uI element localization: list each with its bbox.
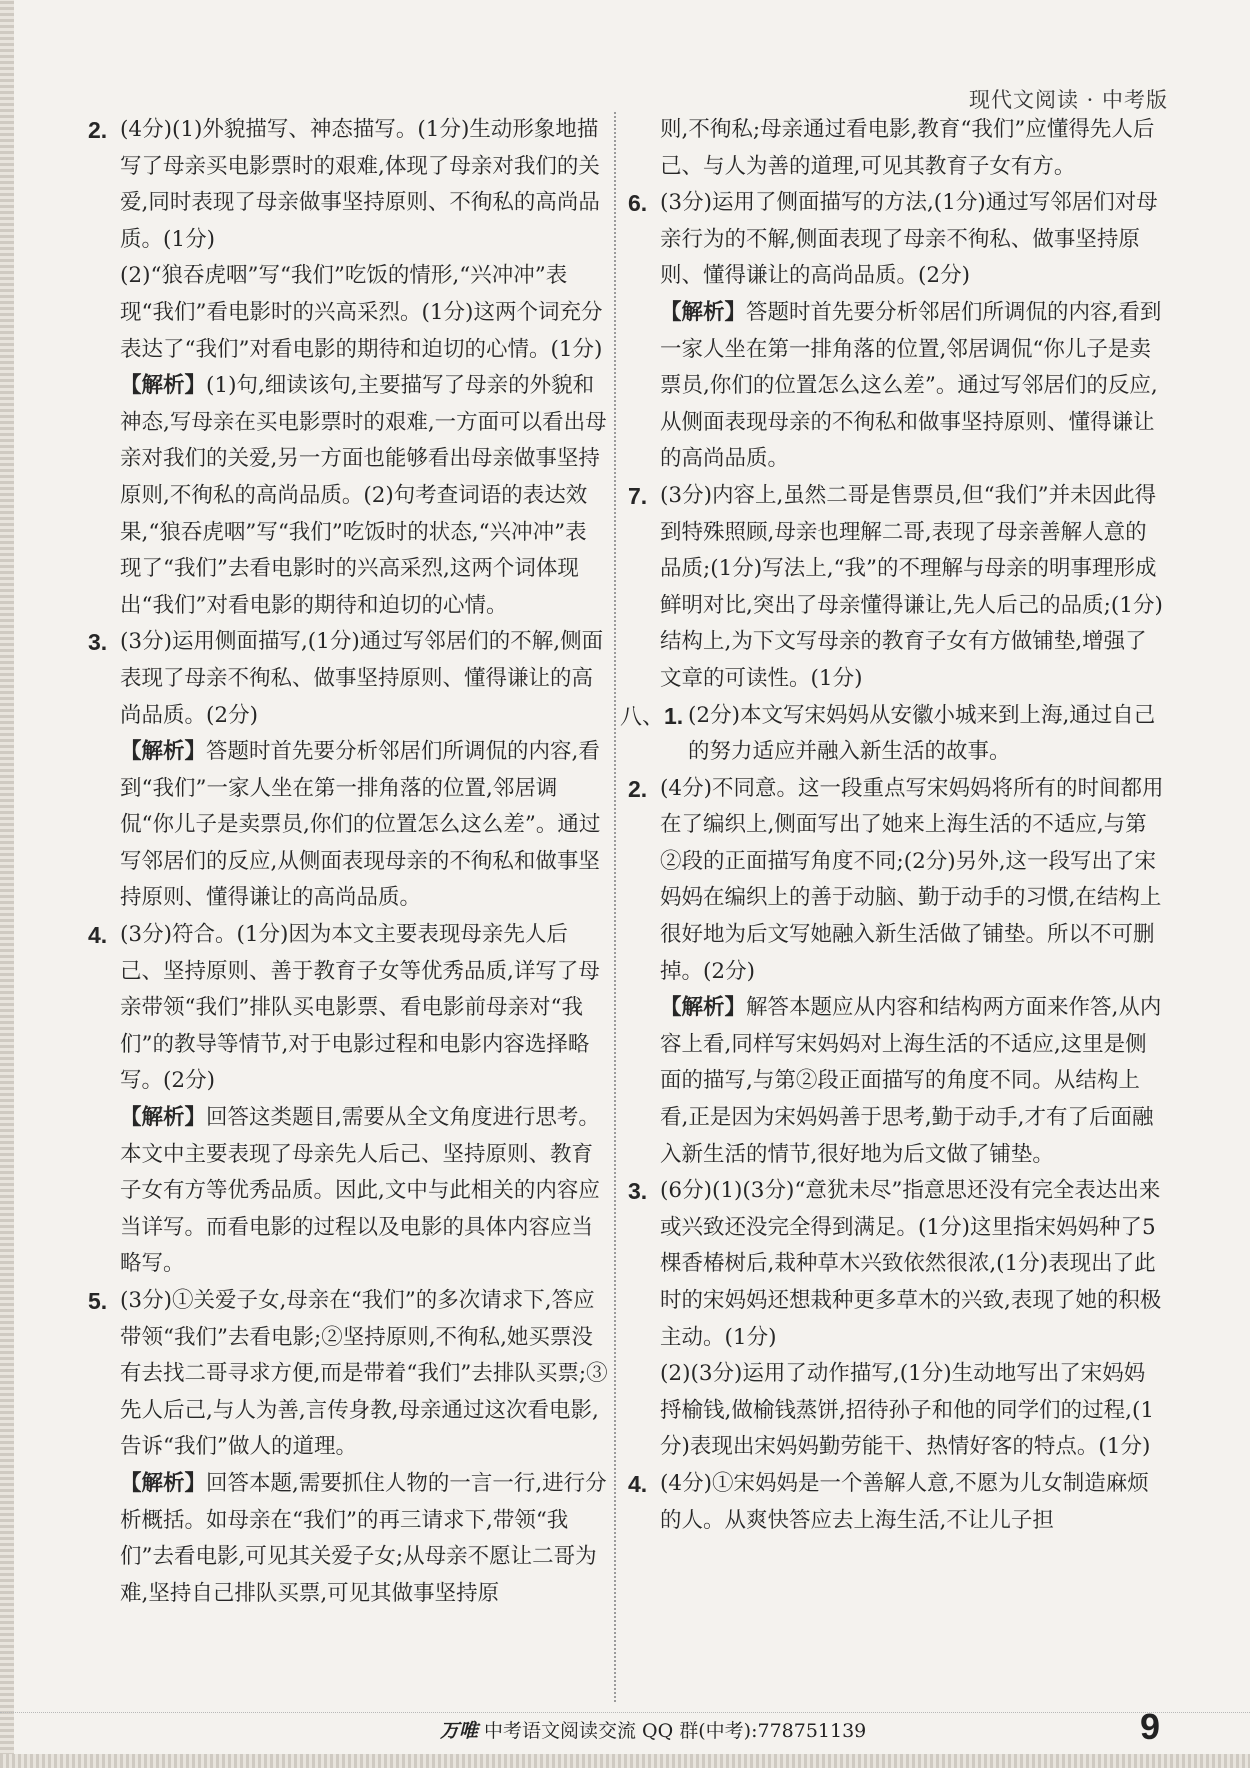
- section-8-item-3: [628, 1173, 1164, 1466]
- answer-text: (3分)①关爱子女,母亲在“我们”的多次请求下,答应带领“我们”去看电影;②坚持原则,不徇私,她买票没有去找二哥寻求方便,而是带着“我们”去排队买票;③先人后己,与人为善,言传身教,母亲通过这次看电影,告诉“我们”做人的道理。: [120, 1288, 608, 1460]
- section-number: 八、: [620, 704, 665, 730]
- answer-text: (3分)运用侧面描写,(1分)通过写邻居们的不解,侧面表现了母亲不徇私、做事坚持原则、懂得谦让的高尚品质。(2分): [120, 629, 604, 728]
- analysis-tag: 【解析】: [120, 739, 207, 765]
- analysis-tag: 【解析】: [660, 995, 747, 1021]
- analysis-paragraph: [120, 368, 608, 624]
- item-number: 3.: [88, 629, 108, 656]
- answer-text: (4分)(1)外貌描写、神态描写。(1分)生动形象地描写了母亲买电影票时的艰难,体现了母亲对我们的关爱,同时表现了母亲做事坚持原则、不徇私的高尚品质。(1分): [120, 117, 600, 252]
- answer-text: 则,不徇私;母亲通过看电影,教育“我们”应懂得先人后己、与人为善的道理,可见其教育子女有方。: [660, 117, 1155, 179]
- analysis-paragraph: [660, 990, 1164, 1173]
- answer-text: (4分)不同意。这一段重点写宋妈妈将所有的时间都用在了编织上,侧面写出了她来上海生活的不适应,与第②段的正面描写角度不同;(2分)另外,这一段写出了宋妈妈在编织上的善于动脑、勤于动手的习惯,在结构上很好地为后文写她融入新生活做了铺垫。所以不可删掉。(2分): [660, 775, 1164, 984]
- answer-item-5: [88, 1283, 608, 1612]
- running-header: 现代文阅读 · 中考版: [968, 88, 1168, 112]
- page-number: 9: [1139, 1706, 1160, 1747]
- analysis-paragraph: [660, 295, 1164, 478]
- analysis-paragraph: [120, 1466, 608, 1612]
- answer-item-4: [88, 917, 608, 1283]
- section-8-item-2: [628, 771, 1164, 1174]
- analysis-text: 答题时首先要分析邻居们所调侃的内容,看到“我们”一家人坐在第一排角落的位置,邻居调侃“你儿子是卖票员,你们的位置怎么这么差”。通过写邻居们的反应,从侧面表现母亲的不徇私和做事坚持原则、懂得谦让的高尚品质。: [120, 739, 601, 911]
- analysis-tag: 【解析】: [660, 299, 747, 325]
- answer-text: (2)(3分)运用了动作描写,(1分)生动地写出了宋妈妈捋榆钱,做榆钱蒸饼,招待孙子和他的同学们的过程,(1分)表现出宋妈妈勤劳能干、热情好客的特点。(1分): [660, 1361, 1155, 1460]
- answer-item-3: [88, 624, 608, 917]
- answer-text: (3分)符合。(1分)因为本文主要表现母亲先人后己、坚持原则、善于教育子女等优秀品质,详写了母亲带领“我们”排队买电影票、看电影前母亲对“我们”的教导等情节,对于电影过程和电影内容选择略写。(2分): [120, 922, 600, 1094]
- item-number: 5.: [88, 1288, 108, 1314]
- analysis-text: 回答本题,需要抓住人物的一言一行,进行分析概括。如母亲在“我们”的再三请求下,带领“我们”去看电影,可见其关爱子女;从母亲不愿让二哥为难,坚持自己排队买票,可见其做事坚持原: [120, 1470, 607, 1606]
- item-number: 4.: [628, 1470, 648, 1497]
- analysis-paragraph: [120, 734, 608, 917]
- item-number: 1.: [664, 702, 684, 729]
- analysis-text: 回答这类题目,需要从全文角度进行思考。本文中主要表现了母亲先人后己、坚持原则、教育子女有方等优秀品质。因此,文中与此相关的内容应当详写。而看电影的过程以及电影的具体内容应当略写。: [120, 1105, 600, 1277]
- analysis-text: 答题时首先要分析邻居们所调侃的内容,看到一家人坐在第一排角落的位置,邻居调侃“你儿子是卖票员,你们的位置怎么这么差”。通过写邻居们的反应,从侧面表现母亲的不徇私和做事坚持原则、懂得谦让的高尚品质。: [660, 299, 1162, 472]
- item-number: 2.: [628, 775, 648, 802]
- footer-text: [440, 1716, 866, 1743]
- answer-item-7: [628, 478, 1164, 698]
- answer-item-2: [88, 112, 608, 624]
- item-number: 7.: [628, 482, 648, 509]
- answer-text: (2分)本文写宋妈妈从安徽小城来到上海,通过自己的努力适应并融入新生活的故事。: [688, 702, 1156, 765]
- item-number: 2.: [88, 117, 108, 143]
- analysis-paragraph: [120, 1100, 608, 1283]
- answer-item-6: [628, 185, 1164, 478]
- section-8-item-1: [620, 698, 1164, 771]
- footer-group-info: 中考语文阅读交流 QQ 群(中考):778751139: [484, 1720, 867, 1742]
- answer-item-5-continued: [628, 112, 1164, 185]
- page-bottom-edge: [0, 1754, 1250, 1768]
- analysis-tag: 【解析】: [120, 1470, 207, 1496]
- analysis-tag: 【解析】: [120, 1105, 207, 1131]
- right-column: [620, 112, 1164, 1539]
- answer-text: (3分)内容上,虽然二哥是售票员,但“我们”并未因此得到特殊照顾,母亲也理解二哥,表现了母亲善解人意的品质;(1分)写法上,“我”的不理解与母亲的明事理形成鲜明对比,突出了母亲懂得谦让,先人后己的品质;(1分)结构上,为下文写母亲的教育子女有方做铺垫,增强了文章的可读性。(1分): [660, 482, 1163, 691]
- answer-text: (4分)①宋妈妈是一个善解人意,不愿为儿女制造麻烦的人。从爽快答应去上海生活,不让儿子担: [660, 1470, 1149, 1533]
- item-number: 3.: [628, 1178, 648, 1205]
- analysis-text: 解答本题应从内容和结构两方面来作答,从内容上看,同样写宋妈妈对上海生活的不适应,这里是侧面的描写,与第②段正面描写的角度不同。从结构上看,正是因为宋妈妈善于思考,勤于动手,才有了后面融入新生活的情节,很好地为后文做了铺垫。: [660, 995, 1162, 1167]
- answer-text: (3分)运用了侧面描写的方法,(1分)通过写邻居们对母亲行为的不解,侧面表现了母亲不徇私、做事坚持原则、懂得谦让的高尚品质。(2分): [660, 190, 1158, 289]
- answer-text: (2)“狼吞虎咽”写“我们”吃饭的情形,“兴冲冲”表现“我们”看电影时的兴高采烈。(1分)这两个词充分表达了“我们”对看电影的期待和迫切的心情。(1分): [120, 263, 603, 362]
- brand-logo: 万唯: [440, 1721, 479, 1742]
- analysis-text: (1)句,细读该句,主要描写了母亲的外貌和神态,写母亲在买电影票时的艰难,一方面可以看出母亲对我们的关爱,另一方面也能够看出母亲做事坚持原则,不徇私的高尚品质。(2)句考查词语的表达效果,“狼吞虎咽”写“我们”吃饭时的状态,“兴冲冲”表现了“我们”去看电影时的兴高采烈,这两个词体现出“我们”对看电影的期待和迫切的心情。: [120, 373, 607, 618]
- section-mark: [620, 698, 683, 737]
- left-column: [88, 112, 608, 1612]
- page-edge: [0, 0, 14, 1768]
- column-divider: [614, 112, 616, 1702]
- item-number: 4.: [88, 922, 108, 949]
- section-8-item-4: [628, 1466, 1164, 1539]
- item-number: 6.: [628, 190, 648, 217]
- analysis-tag: 【解析】: [120, 373, 207, 399]
- answer-text: (6分)(1)(3分)“意犹未尽”指意思还没有完全表达出来或兴致还没完全得到满足。(1分)这里指宋妈妈种了5棵香椿树后,栽种草木兴致依然很浓,(1分)表现出了此时的宋妈妈还想栽种更多草木的兴致,表现了她的积极主动。(1分): [660, 1178, 1162, 1350]
